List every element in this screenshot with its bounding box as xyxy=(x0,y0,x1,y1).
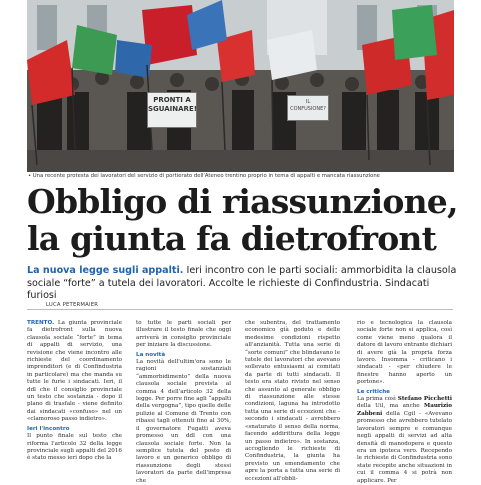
body-text: della Cgil - «Avevano promesso che avrebbero tutelato lavoratori sempre e comunque negli appalti di servizi ad alta densità di manodopera e questo era un ipoteca vero. Recependo le richieste di Confindustria sono state recepite anche situazioni in cui il comma 4 si potrà non applicare. Per xyxy=(357,410,452,484)
protest-sign: PRONTI A SGUAINARE! xyxy=(147,92,197,128)
body-text: La giunta provinciale fa dietrofront sulla nuova clausola sociale “forte” in tema di appalti di servizio, una revisione che viene incontro alle richieste del coordinamento imprenditori (e di Confindustria in particolare) ma che manda su tutte le furie i sindacati. Ieri, il ddl che il consiglio provinciale un testo che sostanzia - dopo il plano di trasfale - viene definito dai sindacati «confuso» nel un «clamoroso passo indietro». xyxy=(27,320,122,423)
article-column-1 xyxy=(27,320,122,463)
deck-lead: La nuova legge sugli appalti. xyxy=(27,265,184,276)
deck-text: Ieri incontro con le parti sociali: ammorbidita la clausola sociale “forte” a tutela dei lavoratori. Accolte le richieste di Confindustria. Sindacati furiosi xyxy=(27,265,457,301)
body-text: che subentra, del trattamento economico già goduto e delle medesime condizioni rispetto all'anzianità. Tutta una serie di “sorte comuni” che blindavano le tutele dei lavoratori che avevano sollevato entusiasmi ai comitati da parte di tutti sindacati. Il testo era stato rivisto nel senso che assunto al generale obbligo di riassunzione alle stesse condizioni, laguna ha introdotto tutta una serie di eccezioni che - secondo i sindacati - avrebbero «snaturato il senso della norma, facendo addirittura della legge un passo indietro». In sostanza, accogliendo le richieste di Confindustria, la giunta ha previsto un emendamento che apre la porta a tutta una serie di eccezioni all'obbli- xyxy=(245,320,340,482)
protest-photo xyxy=(27,0,454,172)
section-heading: Le critiche xyxy=(357,388,390,395)
body-text: La prima così xyxy=(357,396,398,403)
body-text: to tutte le parti sociali per illustrare il testo finale che oggi arriverà in consiglio provinciale per iniziare la discussione. xyxy=(136,320,231,349)
body-text: rio e tecnologica la clausola sociale forte non si applica, così come viene meno qualora il datore di lavoro entrante dichiari di avere già la propria forza lavoro. Insomma - criticano i sindacati - «per chiudere le finestre hanno aperto un portone». xyxy=(357,320,452,386)
article-column-4 xyxy=(357,320,452,485)
body-text: Il punto finale sul testo che riforma l'articolo 32 della legge provinciale sugli appalti del 2016 è stato messo ieri dopo che la xyxy=(27,433,122,462)
body-text: La novità dell'ultim'ora sono le ragioni sostanziali “ammorbidimento” della nuova clausola sociale prevista al comma 4 dell'articolo 32 della legge. Per porre fine agli “appalti della vergogna”, tipo quelle delle pulizie al Comune di Trento con ribassi tagli ottenuti fino al 30%, il governatore Fugatti aveva promesso un ddl con una clausola sociale forte. Non la semplice tutela del posto di lavoro e un generico obbligo di riassunzione degli stessi lavoratori da parte dell'impresa che xyxy=(136,359,231,484)
section-heading: La novità xyxy=(136,351,166,358)
article-deck xyxy=(27,265,457,303)
section-heading: Ieri l'incontro xyxy=(27,425,70,432)
divider xyxy=(27,309,453,310)
headline-line: la giunta fa dietrofront xyxy=(27,219,437,258)
photo-caption: • Una recente protesta dei lavoratori del servizio di portierato dell'Ateneo trentino proprio in tema di appalti e mancata riassunzione xyxy=(28,173,380,179)
article-column-3 xyxy=(245,320,340,483)
protest-sign: IL CONFUSIONE? xyxy=(287,95,329,121)
article-headline xyxy=(27,183,467,257)
headline-line: Obbligo di riassunzione, xyxy=(27,182,458,221)
dateline: TRENTO. xyxy=(27,320,55,326)
article-column-2 xyxy=(136,320,231,485)
byline: LUCA PETERMAIER xyxy=(46,302,99,308)
protest-photo-illustration xyxy=(27,0,454,172)
body-text: della Uil, ma anche xyxy=(357,403,424,410)
person-name: Stefano Picchetti xyxy=(397,396,452,403)
person-name: Maurizio Zabbeni xyxy=(357,403,452,417)
